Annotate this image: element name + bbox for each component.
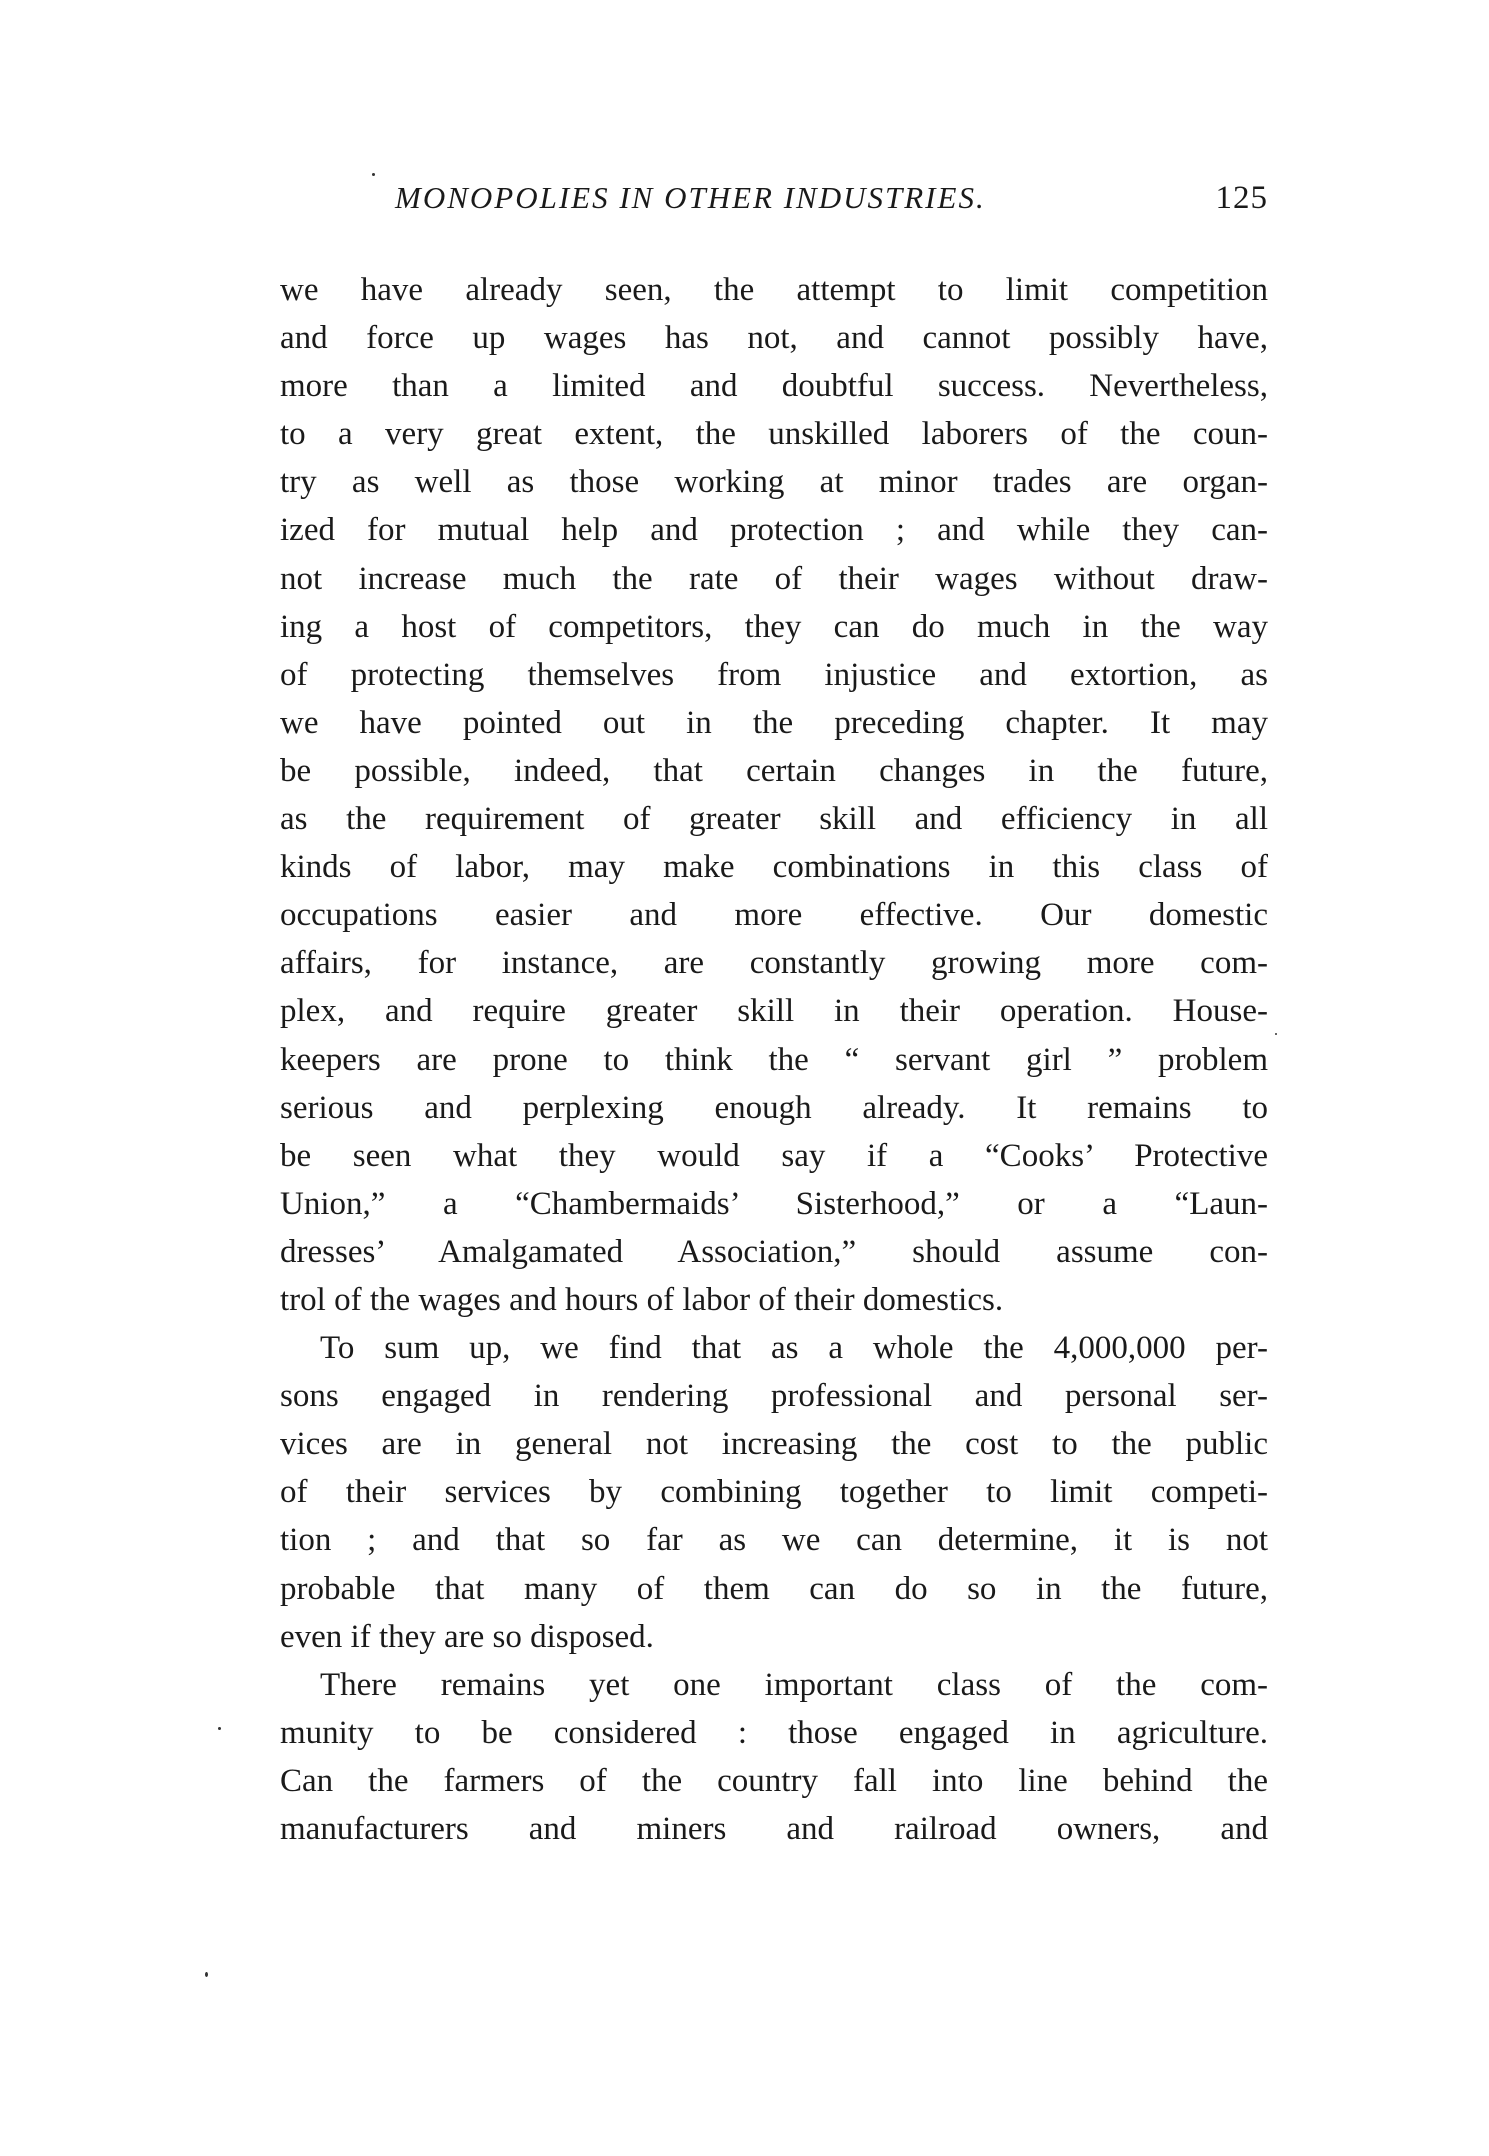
text-line: kinds of labor, may make combinations in this class of: [280, 849, 1268, 886]
text-line: probable that many of them can do so in the future,: [280, 1570, 1268, 1607]
text-line: keepers are prone to think the “ servant girl ” problem: [280, 1041, 1268, 1078]
text-line: of protecting themselves from injustice and extortion, as: [280, 656, 1268, 693]
text-line: tion ; and that so far as we can determine, it is not: [280, 1522, 1268, 1559]
paragraph-1: [280, 266, 1268, 1324]
text-line: we have already seen, the attempt to limit competition: [280, 272, 1268, 308]
text-line: be possible, indeed, that certain changes in the future,: [280, 752, 1268, 789]
text-line: ing a host of competitors, they can do much in the way: [280, 608, 1268, 645]
text-line: manufacturers and miners and railroad owners, and: [280, 1811, 1268, 1847]
text-line: as the requirement of greater skill and efficiency in all: [280, 801, 1268, 838]
text-line: plex, and require greater skill in their operation. House-: [280, 993, 1268, 1030]
running-head: [280, 176, 1268, 220]
text-line: To sum up, we find that as a whole the 4,000,000 per-: [320, 1330, 1268, 1367]
text-line: trol of the wages and hours of labor of their domestics.: [280, 1281, 1004, 1318]
text-line: affairs, for instance, are constantly growing more com-: [280, 945, 1268, 982]
text-line: to a very great extent, the unskilled laborers of the coun-: [280, 416, 1268, 453]
paragraph-3: [280, 1661, 1268, 1853]
paragraph-2: [280, 1324, 1268, 1661]
text-line: of their services by combining together to limit competi-: [280, 1474, 1268, 1511]
text-line: occupations easier and more effective. Our domestic: [280, 897, 1268, 934]
text-line: Union,” a “Chambermaids’ Sisterhood,” or a “Laun-: [280, 1185, 1268, 1222]
text-line: There remains yet one important class of the com-: [320, 1666, 1268, 1703]
text-line: munity to be considered : those engaged in agriculture.: [280, 1714, 1268, 1751]
text-line: Can the farmers of the country fall into line behind the: [280, 1762, 1268, 1799]
scan-speck: [205, 1972, 208, 1977]
text-line: more than a limited and doubtful success. Nevertheless,: [280, 368, 1268, 405]
text-line: not increase much the rate of their wages without draw-: [280, 560, 1268, 597]
text-line: and force up wages has not, and cannot possibly have,: [280, 320, 1268, 357]
text-line: we have pointed out in the preceding chapter. It may: [280, 704, 1268, 741]
scan-speck: [1275, 1033, 1277, 1035]
body-text: [280, 266, 1268, 1853]
text-line: serious and perplexing enough already. It remains to: [280, 1089, 1268, 1126]
scan-speck: [218, 1727, 221, 1730]
running-title: MONOPOLIES IN OTHER INDUSTRIES.: [395, 180, 986, 215]
text-line: be seen what they would say if a “Cooks’ Protective: [280, 1137, 1268, 1174]
text-line: sons engaged in rendering professional and personal ser-: [280, 1378, 1268, 1415]
text-line: vices are in general not increasing the cost to the public: [280, 1426, 1268, 1463]
text-line: ized for mutual help and protection ; and while they can-: [280, 512, 1268, 549]
text-line: dresses’ Amalgamated Association,” should assume con-: [280, 1233, 1268, 1270]
text-line: try as well as those working at minor trades are organ-: [280, 464, 1268, 501]
scan-speck: [372, 173, 375, 176]
text-line: even if they are so disposed.: [280, 1618, 654, 1655]
page-number: 125: [1215, 180, 1268, 216]
